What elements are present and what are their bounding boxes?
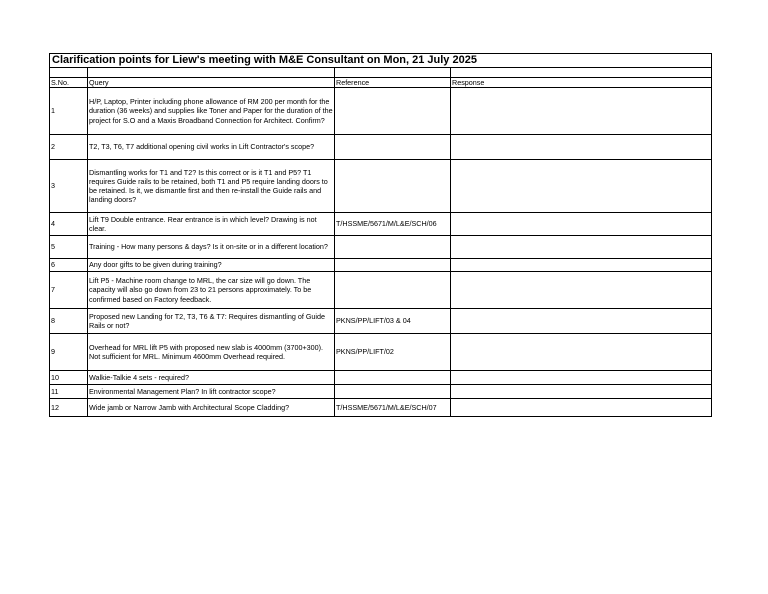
cell-sno[interactable]: 10 — [50, 371, 88, 385]
cell-reference[interactable] — [335, 385, 451, 399]
cell-response[interactable] — [451, 399, 712, 417]
cell-reference[interactable]: PKNS/PP/LIFT/03 & 04 — [335, 309, 451, 334]
cell-query[interactable]: Environmental Management Plan? In lift contractor scope? — [88, 385, 335, 399]
cell-response[interactable] — [451, 135, 712, 160]
cell-query[interactable]: Lift T9 Double entrance. Rear entrance is in which level? Drawing is not clear. — [88, 213, 335, 236]
table-row — [50, 259, 712, 272]
header-sno[interactable]: S.No. — [50, 78, 88, 88]
cell-sno[interactable]: 12 — [50, 399, 88, 417]
cell-sno[interactable]: 7 — [50, 272, 88, 309]
cell-reference[interactable] — [335, 272, 451, 309]
table-row — [50, 272, 712, 309]
cell-reference[interactable] — [335, 236, 451, 259]
table-row — [50, 88, 712, 135]
table-row — [50, 135, 712, 160]
header-response[interactable]: Response — [451, 78, 712, 88]
spacer-row — [50, 68, 712, 78]
cell-response[interactable] — [451, 371, 712, 385]
cell-query[interactable]: Proposed new Landing for T2, T3, T6 & T7: Requires dismantling of Guide Rails or not? — [88, 309, 335, 334]
title-row — [50, 54, 712, 68]
cell-reference[interactable] — [335, 135, 451, 160]
table-row — [50, 334, 712, 371]
cell-response[interactable] — [451, 88, 712, 135]
cell-query[interactable]: Wide jamb or Narrow Jamb with Architectural Scope Cladding? — [88, 399, 335, 417]
table-row — [50, 399, 712, 417]
cell-query[interactable]: Training - How many persons & days? Is it on-site or in a different location? — [88, 236, 335, 259]
table-row — [50, 385, 712, 399]
cell-sno[interactable]: 8 — [50, 309, 88, 334]
cell-sno[interactable]: 4 — [50, 213, 88, 236]
spacer-cell[interactable] — [50, 68, 88, 78]
cell-response[interactable] — [451, 213, 712, 236]
sheet-title[interactable]: Clarification points for Liew's meeting with M&E Consultant on Mon, 21 July 2025 — [50, 54, 712, 68]
header-query[interactable]: Query — [88, 78, 335, 88]
cell-query[interactable]: Walkie-Talkie 4 sets - required? — [88, 371, 335, 385]
cell-query[interactable]: Any door gifts to be given during training? — [88, 259, 335, 272]
table-row — [50, 309, 712, 334]
cell-reference[interactable]: T/HSSME/5671/M/L&E/SCH/06 — [335, 213, 451, 236]
cell-reference[interactable] — [335, 88, 451, 135]
table-row — [50, 160, 712, 213]
cell-response[interactable] — [451, 334, 712, 371]
cell-reference[interactable] — [335, 160, 451, 213]
table-row — [50, 371, 712, 385]
spacer-cell[interactable] — [335, 68, 451, 78]
cell-sno[interactable]: 2 — [50, 135, 88, 160]
cell-query[interactable]: H/P, Laptop, Printer including phone allowance of RM 200 per month for the duration (36 weeks) and supplies like Toner and Paper for the duration of the project for S.O and a Maxis Broadband Connection for Architect. Confirm? — [88, 88, 335, 135]
cell-response[interactable] — [451, 259, 712, 272]
table-body — [50, 88, 712, 417]
spacer-cell[interactable] — [88, 68, 335, 78]
cell-query[interactable]: Lift P5 - Machine room change to MRL, the car size will go down. The capacity will also go down from 23 to 21 persons approximately. To be confirmed based on Factory feedback. — [88, 272, 335, 309]
header-reference[interactable]: Reference — [335, 78, 451, 88]
table-row — [50, 213, 712, 236]
cell-reference[interactable] — [335, 259, 451, 272]
cell-response[interactable] — [451, 385, 712, 399]
header-row — [50, 78, 712, 88]
cell-query[interactable]: T2, T3, T6, T7 additional opening civil works in Lift Contractor's scope? — [88, 135, 335, 160]
cell-sno[interactable]: 9 — [50, 334, 88, 371]
cell-sno[interactable]: 6 — [50, 259, 88, 272]
table-row — [50, 236, 712, 259]
spacer-cell[interactable] — [451, 68, 712, 78]
cell-reference[interactable]: T/HSSME/5671/M/L&E/SCH/07 — [335, 399, 451, 417]
cell-response[interactable] — [451, 309, 712, 334]
cell-query[interactable]: Overhead for MRL lift P5 with proposed new slab is 4000mm (3700+300). Not sufficient for MRL. Minimum 4600mm Overhead required. — [88, 334, 335, 371]
cell-sno[interactable]: 11 — [50, 385, 88, 399]
cell-response[interactable] — [451, 272, 712, 309]
cell-sno[interactable]: 1 — [50, 88, 88, 135]
cell-query[interactable]: Dismantling works for T1 and T2? Is this correct or is it T1 and P5? T1 requires Guide rails to be retained, both T1 and P5 require landing doors to be retained. Is it, we dismantle first and then re-install the Guide rails and landing doors? — [88, 160, 335, 213]
clarification-sheet — [49, 53, 712, 417]
cell-reference[interactable]: PKNS/PP/LIFT/02 — [335, 334, 451, 371]
cell-sno[interactable]: 5 — [50, 236, 88, 259]
cell-sno[interactable]: 3 — [50, 160, 88, 213]
cell-response[interactable] — [451, 160, 712, 213]
cell-reference[interactable] — [335, 371, 451, 385]
cell-response[interactable] — [451, 236, 712, 259]
